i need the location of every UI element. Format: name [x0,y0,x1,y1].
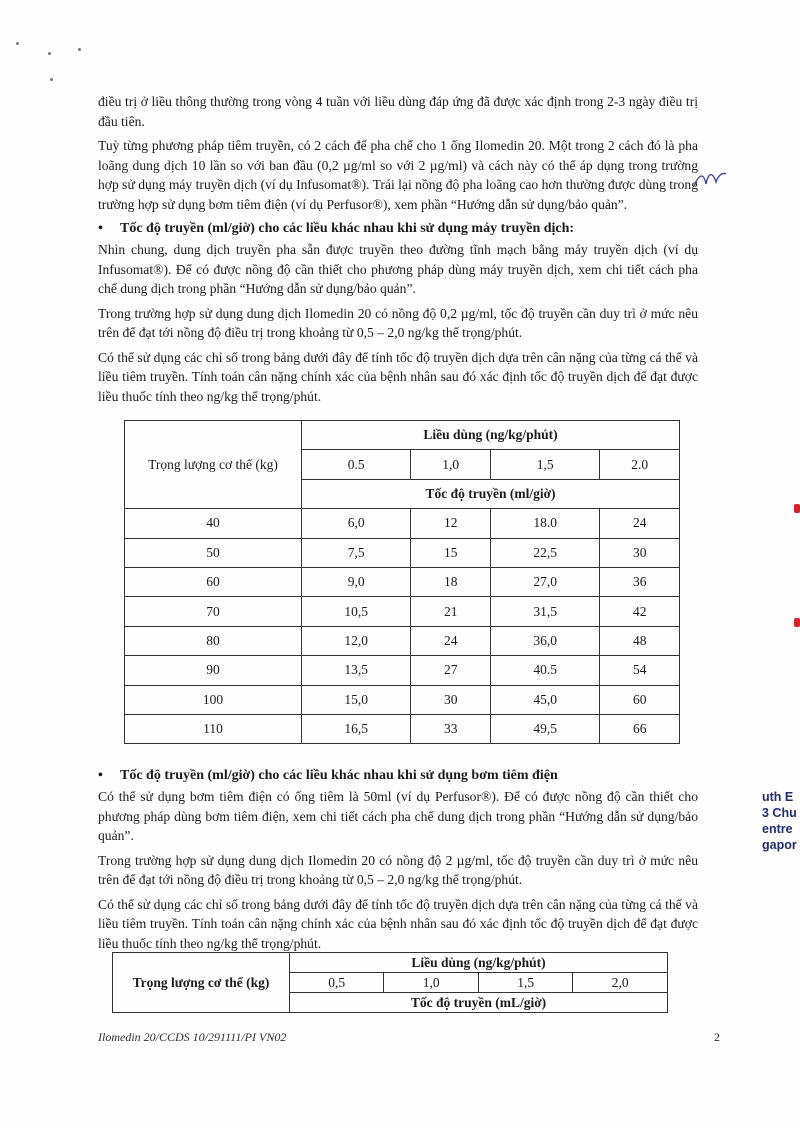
rate-cell: 30 [411,685,490,714]
paragraph: điều trị ở liều thông thường trong vòng 4 tuần với liều dùng đáp ứng đã được xác định trong 2-3 ngày điều trị đầu tiên. [98,94,698,129]
page-footer [98,1030,720,1045]
rate-cell: 12,0 [302,626,411,655]
section-heading-text: Tốc độ truyền (ml/giờ) cho các liều khác nhau khi sử dụng máy truyền dịch: [120,221,575,236]
bullet-icon: • [98,221,103,236]
rate-cell: 60 [600,685,680,714]
dose-header: Liều dùng (ng/kg/phút) [290,953,668,973]
table-row [125,656,680,685]
page-number: 2 [714,1030,720,1044]
rate-cell: 36,0 [490,626,599,655]
rate-cell: 21 [411,597,490,626]
stamp-red-mark [794,504,800,513]
section-heading-syringe-pump [98,766,698,785]
rate-cell: 36 [600,567,680,596]
handwritten-mark [690,168,730,192]
bullet-icon: • [98,768,103,783]
rate-cell: 66 [600,714,680,743]
rate-cell: 15 [411,538,490,567]
stamp-red-mark [794,618,800,627]
scan-speck [16,42,19,45]
paragraph: Có thể sử dụng bơm tiêm điện có ống tiêm là 50ml (ví dụ Perfusor®). Để có được nồng độ cần thiết cho phương pháp dùng bơm tiêm điện, xem chi tiết cách pha chế dung dịch trong phần “Hướng dẫn sử dụng/bảo quản”. [98,789,698,843]
dose-value: 1,5 [478,973,572,993]
weight-cell: 50 [125,538,302,567]
rate-cell: 48 [600,626,680,655]
paragraph: Nhìn chung, dung dịch truyền pha sẵn được truyền theo đường tĩnh mạch bằng máy truyền dịch (ví dụ Infusomat®). Để có được nồng độ cần thiết cho phương pháp dùng máy truyền dịch, xem chi tiết cách pha chế dung dịch trong phần “Hướng dẫn sử dụng/bảo quản”. [98,242,698,296]
rate-cell: 13,5 [302,656,411,685]
paragraph: Có thể sử dụng các chỉ số trong bảng dưới đây để tính tốc độ truyền dịch dựa trên cân nặng của từng cá thể và liều tiêm truyền. Tính toán cân nặng chính xác của bệnh nhân sau đó xác định tốc độ truyền dịch để đạt được liều thuốc tính theo ng/kg thể trọng/phút. [98,349,698,404]
rate-cell: 7,5 [302,538,411,567]
dose-value: 1,0 [411,450,490,479]
rate-cell: 45,0 [490,685,599,714]
scan-speck [78,48,81,51]
dose-value: 0,5 [290,973,384,993]
document-body [98,92,698,411]
rate-cell: 18.0 [490,509,599,538]
table-row [125,714,680,743]
scan-speck [50,78,53,81]
rate-cell: 54 [600,656,680,685]
weight-cell: 90 [125,656,302,685]
weight-cell: 40 [125,509,302,538]
paragraph: Trong trường hợp sử dụng dung dịch Ilomedin 20 có nồng độ 2 µg/ml, tốc độ truyền cần duy trì ở mức nêu trên để đạt tới nồng độ điều trị trong khoảng từ 0,5 – 2,0 ng/kg thể trọng/phút. [98,852,698,887]
weight-cell: 70 [125,597,302,626]
rate-cell: 6,0 [302,509,411,538]
rate-header: Tốc độ truyền (mL/giờ) [290,993,668,1013]
rate-cell: 30 [600,538,680,567]
weight-header: Trọng lượng cơ thể (kg) [113,953,290,1013]
rate-cell: 15,0 [302,685,411,714]
rate-cell: 16,5 [302,714,411,743]
document-code: Ilomedin 20/CCDS 10/291111/PI VN02 [98,1030,287,1044]
rate-cell: 42 [600,597,680,626]
rate-cell: 33 [411,714,490,743]
document-body-2 [98,762,698,958]
rate-cell: 27 [411,656,490,685]
rate-cell: 27,0 [490,567,599,596]
rate-cell: 22,5 [490,538,599,567]
table-row [125,509,680,538]
section-heading-infusion-pump [98,219,698,238]
dose-value: 2.0 [600,450,680,479]
rate-cell: 12 [411,509,490,538]
rate-cell: 18 [411,567,490,596]
paragraph: Trong trường hợp sử dụng dung dịch Ilomedin 20 có nồng độ 0,2 µg/ml, tốc độ truyền cần duy trì ở mức nêu trên để đạt tới nồng độ điều trị trong khoảng từ 0,5 – 2,0 ng/kg thể trọng/phút. [98,305,698,340]
paragraph: Có thể sử dụng các chỉ số trong bảng dưới đây để tính tốc độ truyền dịch dựa trên cân nặng của từng cá thể và liều tiêm truyền. Tính toán cân nặng chính xác của bệnh nhân sau đó xác định tốc độ truyền dịch để đạt được liều thuốc tính theo ng/kg thể trọng/phút. [98,896,698,951]
table-row [125,685,680,714]
table-row [125,538,680,567]
infusion-rate-table [124,420,680,744]
weight-cell: 100 [125,685,302,714]
rate-cell: 49,5 [490,714,599,743]
dose-value: 2,0 [573,973,668,993]
stamp-text: 3 Chu [762,806,797,820]
dose-header: Liều dùng (ng/kg/phút) [302,421,680,450]
dose-value: 1,0 [384,973,478,993]
stamp-text: uth E [762,790,794,804]
paragraph: Tuỳ từng phương pháp tiêm truyền, có 2 cách để pha chế cho 1 ống Ilomedin 20. Một trong 2 cách đó là pha loãng dung dịch 10 lần so với ban đầu (0,2 µg/ml so với 2 µg/ml) và cách này có thể áp dụng trong trường hợp sử dụng máy truyền dịch (ví dụ Infusomat®). Trái lại nồng độ pha loãng cao hơn thường được dùng trong trường hợp sử dụng bơm tiêm điện (ví dụ Perfusor®), xem phần “Hướng dẫn sử dụng/bảo quản”. [98,138,698,212]
table-row [125,626,680,655]
rate-cell: 9,0 [302,567,411,596]
stamp-text: gapor [762,838,797,852]
rate-cell: 24 [600,509,680,538]
weight-cell: 80 [125,626,302,655]
weight-cell: 110 [125,714,302,743]
weight-header: Trọng lượng cơ thể (kg) [125,421,302,509]
table-row [125,567,680,596]
stamp-text: entre [762,822,793,836]
rate-cell: 31,5 [490,597,599,626]
syringe-rate-table [112,952,668,1013]
rate-header: Tốc độ truyền (ml/giờ) [302,479,680,508]
rate-cell: 24 [411,626,490,655]
section-heading-text: Tốc độ truyền (ml/giờ) cho các liều khác nhau khi sử dụng bơm tiêm điện [120,768,558,783]
weight-cell: 60 [125,567,302,596]
dose-value: 0.5 [302,450,411,479]
rate-cell: 40.5 [490,656,599,685]
scan-speck [48,52,51,55]
table-row [125,597,680,626]
rate-cell: 10,5 [302,597,411,626]
dose-value: 1,5 [490,450,599,479]
